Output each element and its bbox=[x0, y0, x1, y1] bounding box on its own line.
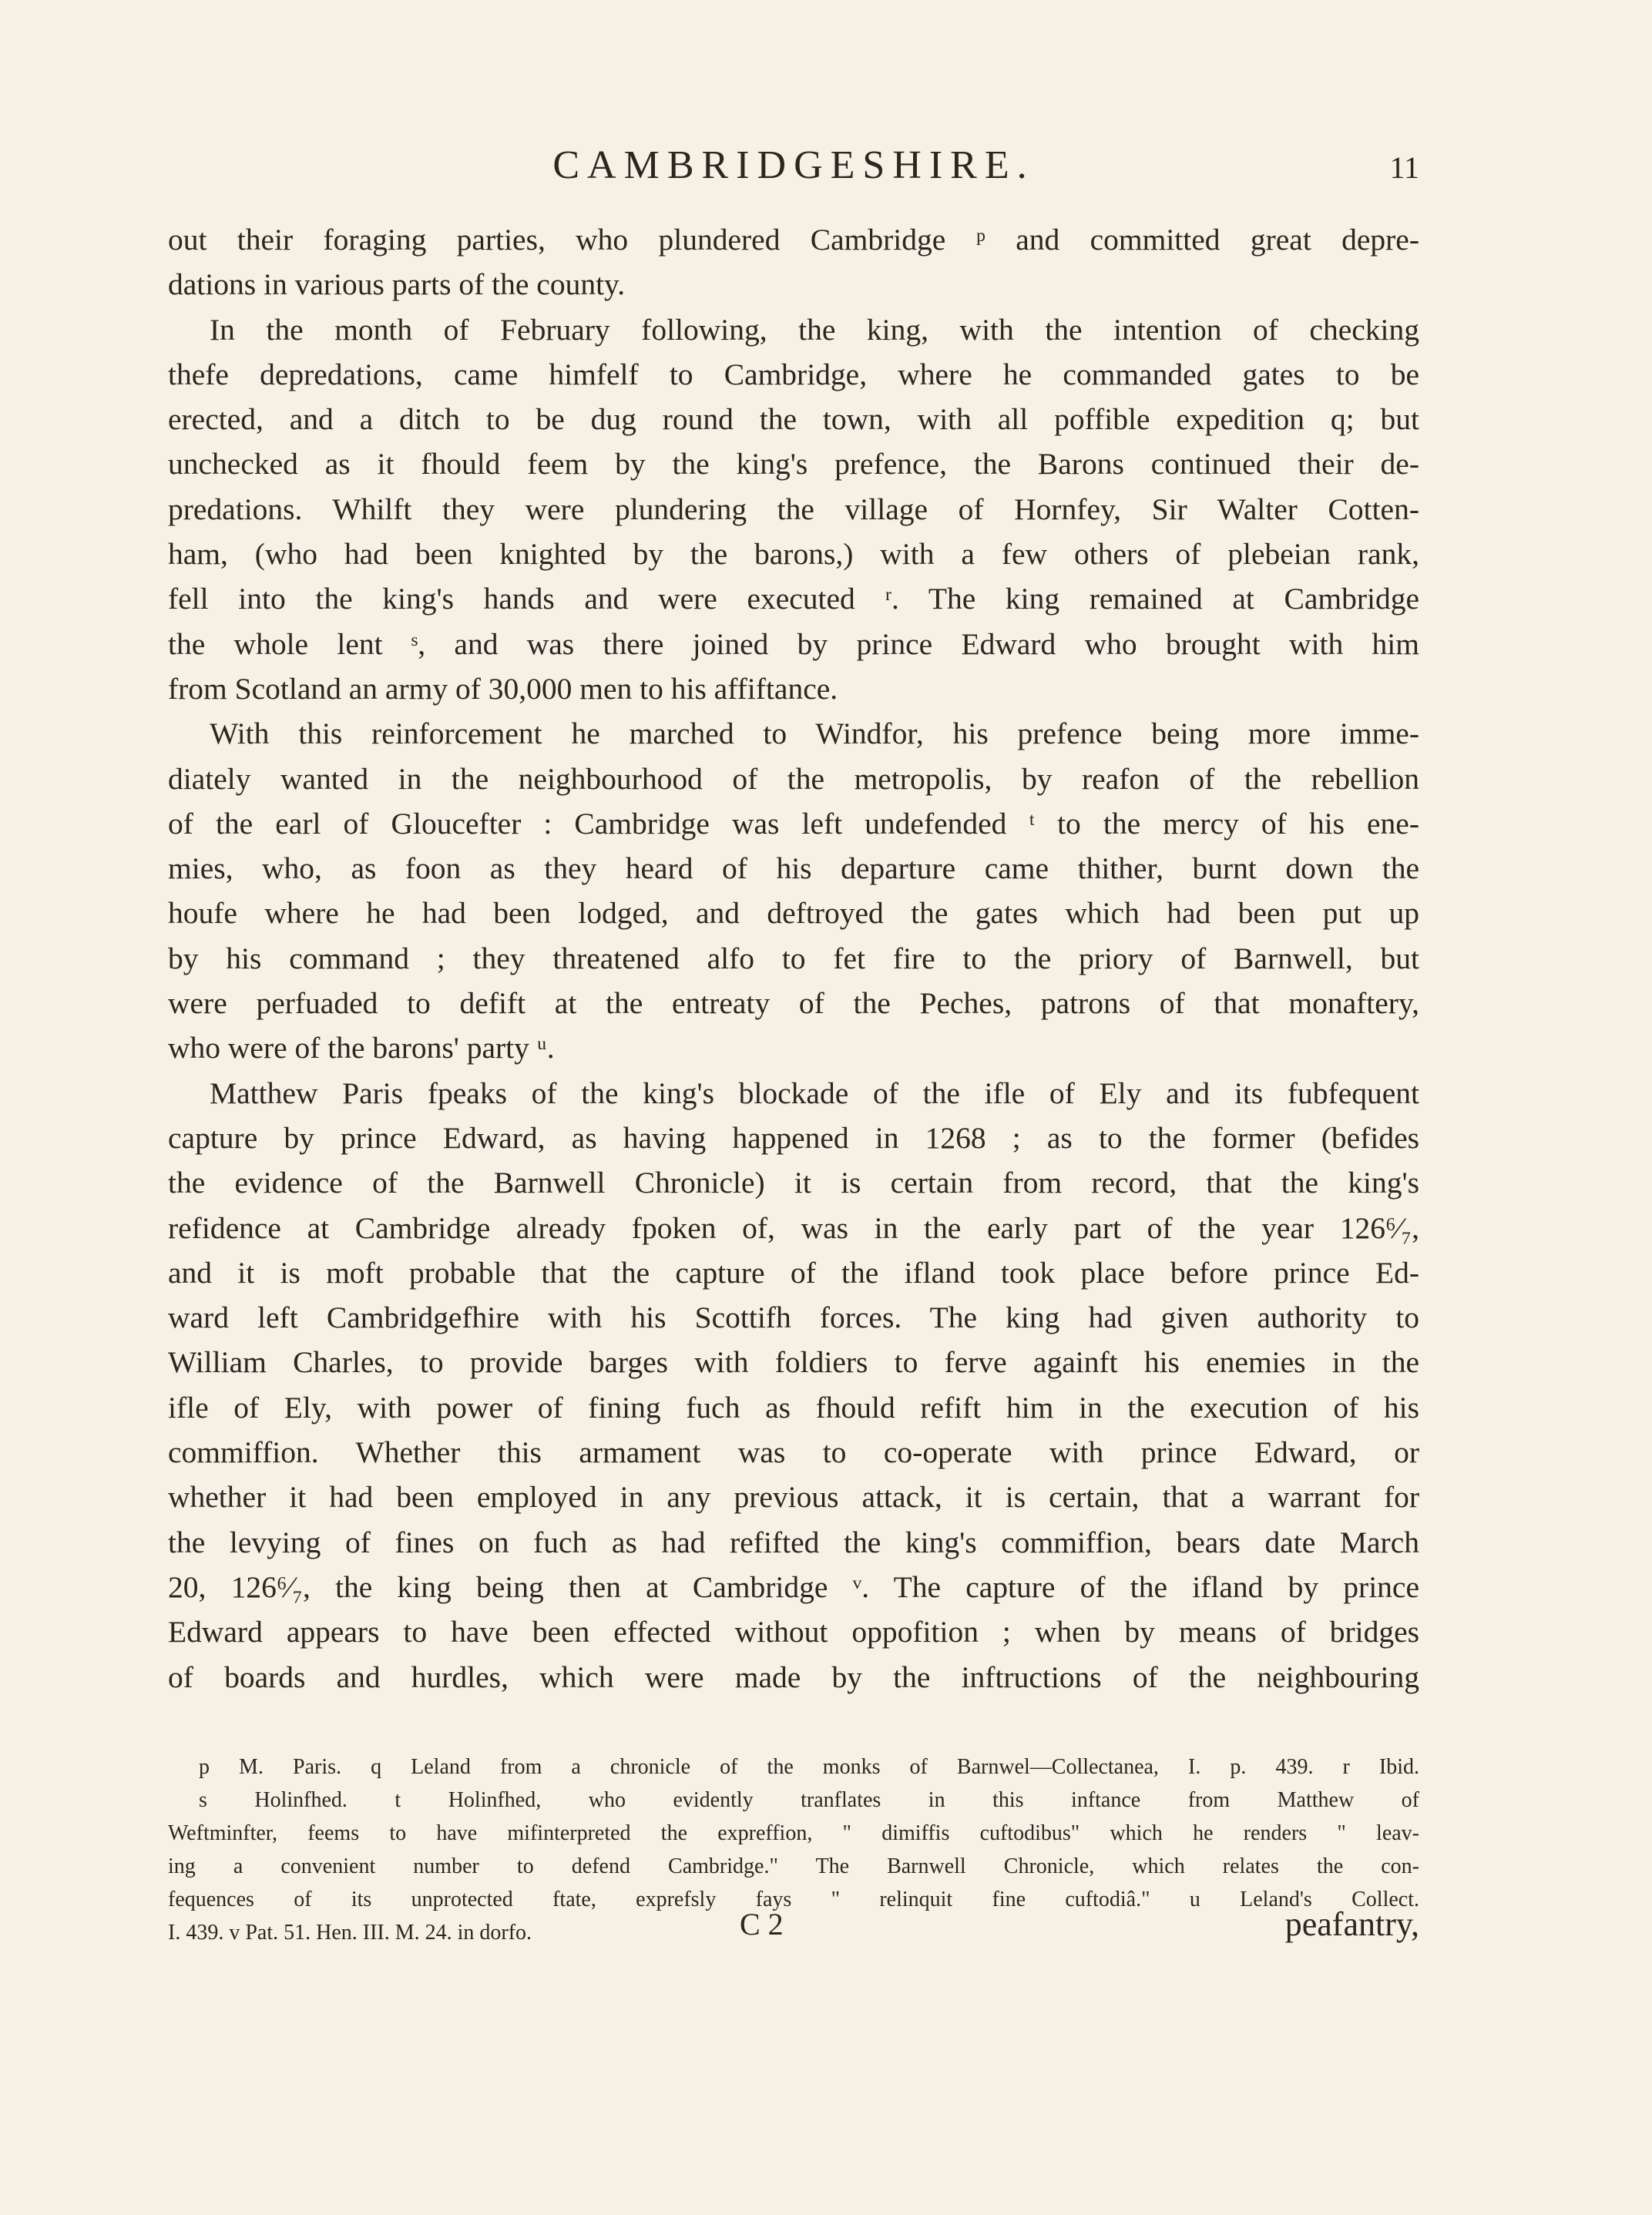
text-line: by his command ; they threatened alfo to fet fire to the priory of Barnwell, but bbox=[168, 941, 1419, 975]
text-line: capture by prince Edward, as having happened in 1268 ; as to the former (befides bbox=[168, 1120, 1419, 1155]
text-line: erected, and a ditch to be dug round the town, with all poffible expedition q; but bbox=[168, 402, 1419, 437]
text-line: out their foraging parties, who plundered Cambridge ᵖ and committed great depre- bbox=[168, 223, 1419, 257]
text-line: mies, who, as foon as they heard of his departure came thither, burnt down the bbox=[168, 851, 1419, 886]
text-line: ward left Cambridgefhire with his Scottifh forces. The king had given authority to bbox=[168, 1300, 1419, 1335]
page-number: 11 bbox=[1389, 150, 1419, 185]
text-line: the levying of fines on fuch as had refifted the king's commiffion, bears date March bbox=[168, 1525, 1419, 1559]
text-line: of the earl of Gloucefter : Cambridge was left undefended ᵗ to the mercy of his ene- bbox=[168, 806, 1419, 841]
footnote-line: p M. Paris. q Leland from a chronicle of the monks of Barnwel—Collectanea, I. p. 439. r Ibid. bbox=[199, 1755, 1419, 1779]
text-line: thefe depredations, came himfelf to Cambridge, where he commanded gates to be bbox=[168, 357, 1419, 391]
text-line: of boards and hurdles, which were made by the inftructions of the neighbouring bbox=[168, 1660, 1419, 1694]
text-line: houfe where he had been lodged, and deftroyed the gates which had been put up bbox=[168, 896, 1419, 931]
text-line: ifle of Ely, with power of fining fuch as fhould refift him in the execution of his bbox=[168, 1390, 1419, 1425]
text-line: With this reinforcement he marched to Windfor, his prefence being more imme- bbox=[210, 717, 1419, 751]
text-line: 20, 126⁶⁄₇, the king being then at Cambridge ᵛ. The capture of the ifland by prince bbox=[168, 1569, 1419, 1604]
page-header bbox=[168, 139, 1419, 193]
footnote-line: Weftminfter, feems to have mifinterpreted the expreffion, " dimiffis cuftodibus" which he renders " leav- bbox=[168, 1821, 1419, 1845]
footnote-line: I. 439. v Pat. 51. Hen. III. M. 24. in dorfo. bbox=[168, 1921, 532, 1945]
text-line: from Scotland an army of 30,000 men to his affiftance. bbox=[168, 671, 838, 706]
text-line: unchecked as it fhould feem by the king's prefence, the Barons continued their de- bbox=[168, 447, 1419, 482]
body-text bbox=[168, 217, 1419, 1700]
signature-mark: C 2 bbox=[740, 1907, 784, 1941]
page-footer bbox=[168, 1903, 1419, 1949]
footnote-line: s Holinfhed. t Holinfhed, who evidently tranflates in this inftance from Matthew of bbox=[199, 1788, 1419, 1812]
text-line: Matthew Paris fpeaks of the king's blockade of the ifle of Ely and its fubfequent bbox=[210, 1076, 1419, 1110]
text-line: refidence at Cambridge already fpoken of, was in the early part of the year 126⁶⁄₇, bbox=[168, 1210, 1419, 1245]
text-line: whether it had been employed in any previous attack, it is certain, that a warrant for bbox=[168, 1480, 1419, 1515]
text-line: In the month of February following, the king, with the intention of checking bbox=[210, 312, 1419, 347]
text-line: predations. Whilft they were plundering the village of Hornfey, Sir Walter Cotten- bbox=[168, 492, 1419, 526]
text-line: were perfuaded to defift at the entreaty of the Peches, patrons of that monaftery, bbox=[168, 986, 1419, 1021]
text-line: the evidence of the Barnwell Chronicle) it is certain from record, that the king's bbox=[168, 1166, 1419, 1200]
footnote-line: ing a convenient number to defend Cambridge." The Barnwell Chronicle, which relates the con- bbox=[168, 1854, 1419, 1878]
text-line: William Charles, to provide barges with foldiers to ferve againft his enemies in the bbox=[168, 1345, 1419, 1380]
text-line: dations in various parts of the county. bbox=[168, 267, 626, 302]
running-title: CAMBRIDGESHIRE. bbox=[552, 143, 1035, 187]
text-line: fell into the king's hands and were executed ʳ. The king remained at Cambridge bbox=[168, 582, 1419, 616]
text-line: and it is moft probable that the capture of the ifland took place before prince Ed- bbox=[168, 1255, 1419, 1290]
text-line: the whole lent ˢ, and was there joined by prince Edward who brought with him bbox=[168, 626, 1419, 661]
footnote-line: fequences of its unprotected ftate, exprefsly fays " relinquit fine cuftodiâ." u Leland's Collect. bbox=[168, 1888, 1419, 1911]
catchword: peafantry, bbox=[1284, 1905, 1419, 1943]
text-line: ham, (who had been knighted by the barons,) with a few others of plebeian rank, bbox=[168, 537, 1419, 572]
text-line: commiffion. Whether this armament was to co-operate with prince Edward, or bbox=[168, 1435, 1419, 1470]
text-line: diately wanted in the neighbourhood of the metropolis, by reafon of the rebellion bbox=[168, 761, 1419, 796]
text-line: Edward appears to have been effected without oppofition ; when by means of bridges bbox=[168, 1615, 1419, 1650]
text-line: who were of the barons' party ᵘ. bbox=[168, 1031, 555, 1066]
